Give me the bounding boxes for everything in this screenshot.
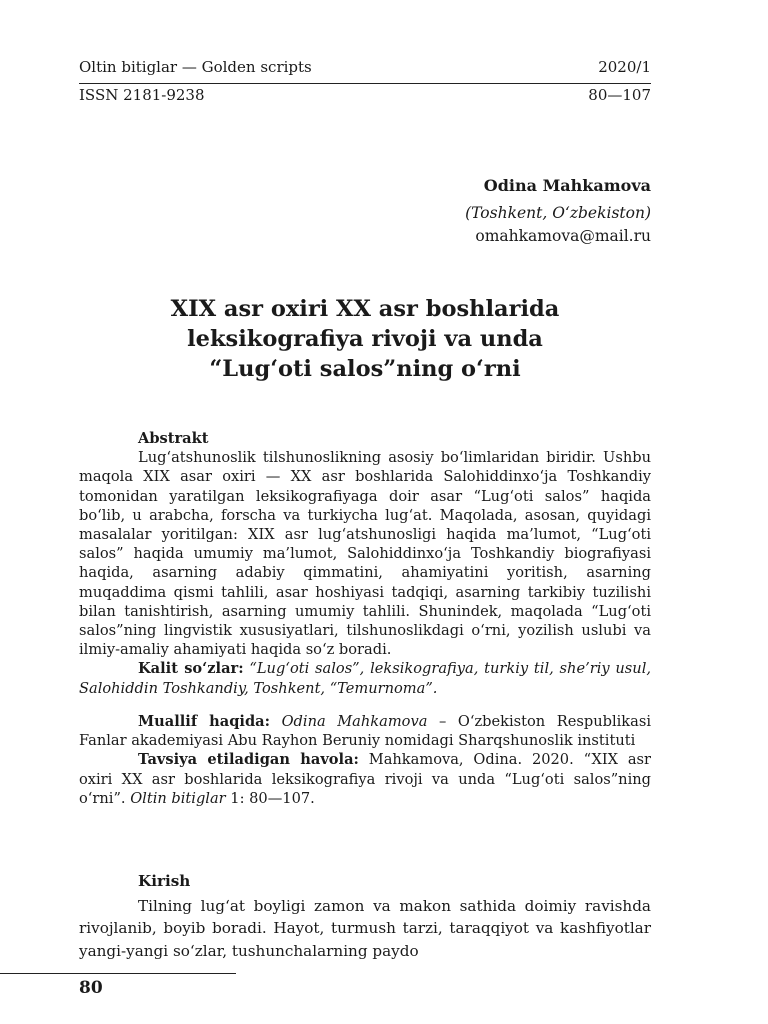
running-subheader (79, 86, 651, 104)
keywords-label: Kalit so‘zlar: (138, 660, 244, 678)
abstract-heading: Abstrakt (138, 430, 209, 447)
title-line: “Lug‘oti salos”ning o‘rni (209, 356, 521, 382)
issn: ISSN 2181-9238 (79, 86, 205, 104)
about-section (79, 712, 651, 808)
abstract-text: Lug‘atshunoslik tilshunoslikning asosiy bo‘limlaridan biridir. Ushbu maqola XIX asar oxiri — XX asr boshlarida Salohiddinxo‘ja Toshkandiy tomonidan yaratilgan leksikografiyaga doir asar “Lug‘oti salos” haqida bo‘lib, u arabcha, forscha va turkiycha lug‘at. Maqolada, asosan, quyidagi masalalar yoritilgan: XIX asr lug‘atshunosligi haqida ma’lumot, “Lug‘oti salos” haqida umumiy ma’lumot, Salohiddinxo‘ja Toshkandiy biografiyasi haqida, asarning adabiy qimmatini, ahamiyatini yoritish, asarning muqaddima qismi tahlili, asar hoshiyasi tadqiqi, asarning tarkibiy tuzilishi bilan tanishtirish, asarning umumiy tahlili. Shunindek, maqolada “Lug‘oti salos”ning lingvistik xususiyatlari, tilshunoslikdagi o‘rni, yozilish uslubi va ilmiy-amaliy ahamiyati haqida so‘z boradi. (79, 449, 651, 659)
title-line: leksikografiya rivoji va unda (187, 326, 543, 352)
about-author (79, 712, 651, 750)
intro-text: Tilning lug‘at boyligi zamon va makon sathida doimiy ravishda rivojlanib, boyib boradi. Hayot, turmush tarzi, taraqqiyot va kashfiyotlar yangi-yangi so‘zlar, tushunchalarning paydo (79, 896, 651, 960)
intro-heading: Kirish (138, 872, 191, 890)
keywords-text: “Lug‘oti salos”, leksikografiya, turkiy til, she’riy usul, Salohiddin Toshkandiy, Toshkent, “Temurnoma”. (79, 660, 651, 697)
author-affiliation: (Toshkent, O‘zbekiston) (465, 204, 651, 222)
article-title (79, 294, 651, 384)
introduction-section (79, 870, 651, 962)
citation (79, 750, 651, 808)
footer-rule (0, 973, 236, 974)
title-line: XIX asr oxiri XX asr boshlarida (170, 296, 560, 322)
about-label: Muallif haqida: (138, 713, 271, 730)
abstract-section (79, 429, 651, 698)
author-name: Odina Mahkamova (483, 176, 651, 195)
author-email: omahkamova@mail.ru (475, 227, 651, 245)
citation-journal: Oltin bitiglar (130, 789, 226, 807)
issue-number: 2020/1 (598, 58, 651, 76)
about-text: – O‘zbekiston Respublikasi Fanlar akademiyasi Abu Rayhon Beruniy nomidagi Sharqshunoslik instituti (79, 713, 651, 750)
running-header (79, 58, 651, 76)
journal-name: Oltin bitiglar — Golden scripts (79, 58, 312, 76)
citation-label: Tavsiya etiladigan havola: (138, 751, 359, 769)
citation-text: Mahkamova, Odina. 2020. “XIX asr oxiri XX asr boshlarida leksikografiya rivoji va unda “Lug‘oti salos”ning o‘rni”. (79, 751, 651, 807)
citation-tail: 1: 80—107. (225, 789, 315, 807)
keywords (79, 659, 651, 697)
page-range: 80—107 (588, 86, 651, 104)
author-block (465, 174, 651, 248)
header-rule (79, 83, 651, 84)
page-number: 80 (79, 978, 103, 998)
about-author-name: Odina Mahkamova (281, 713, 428, 730)
